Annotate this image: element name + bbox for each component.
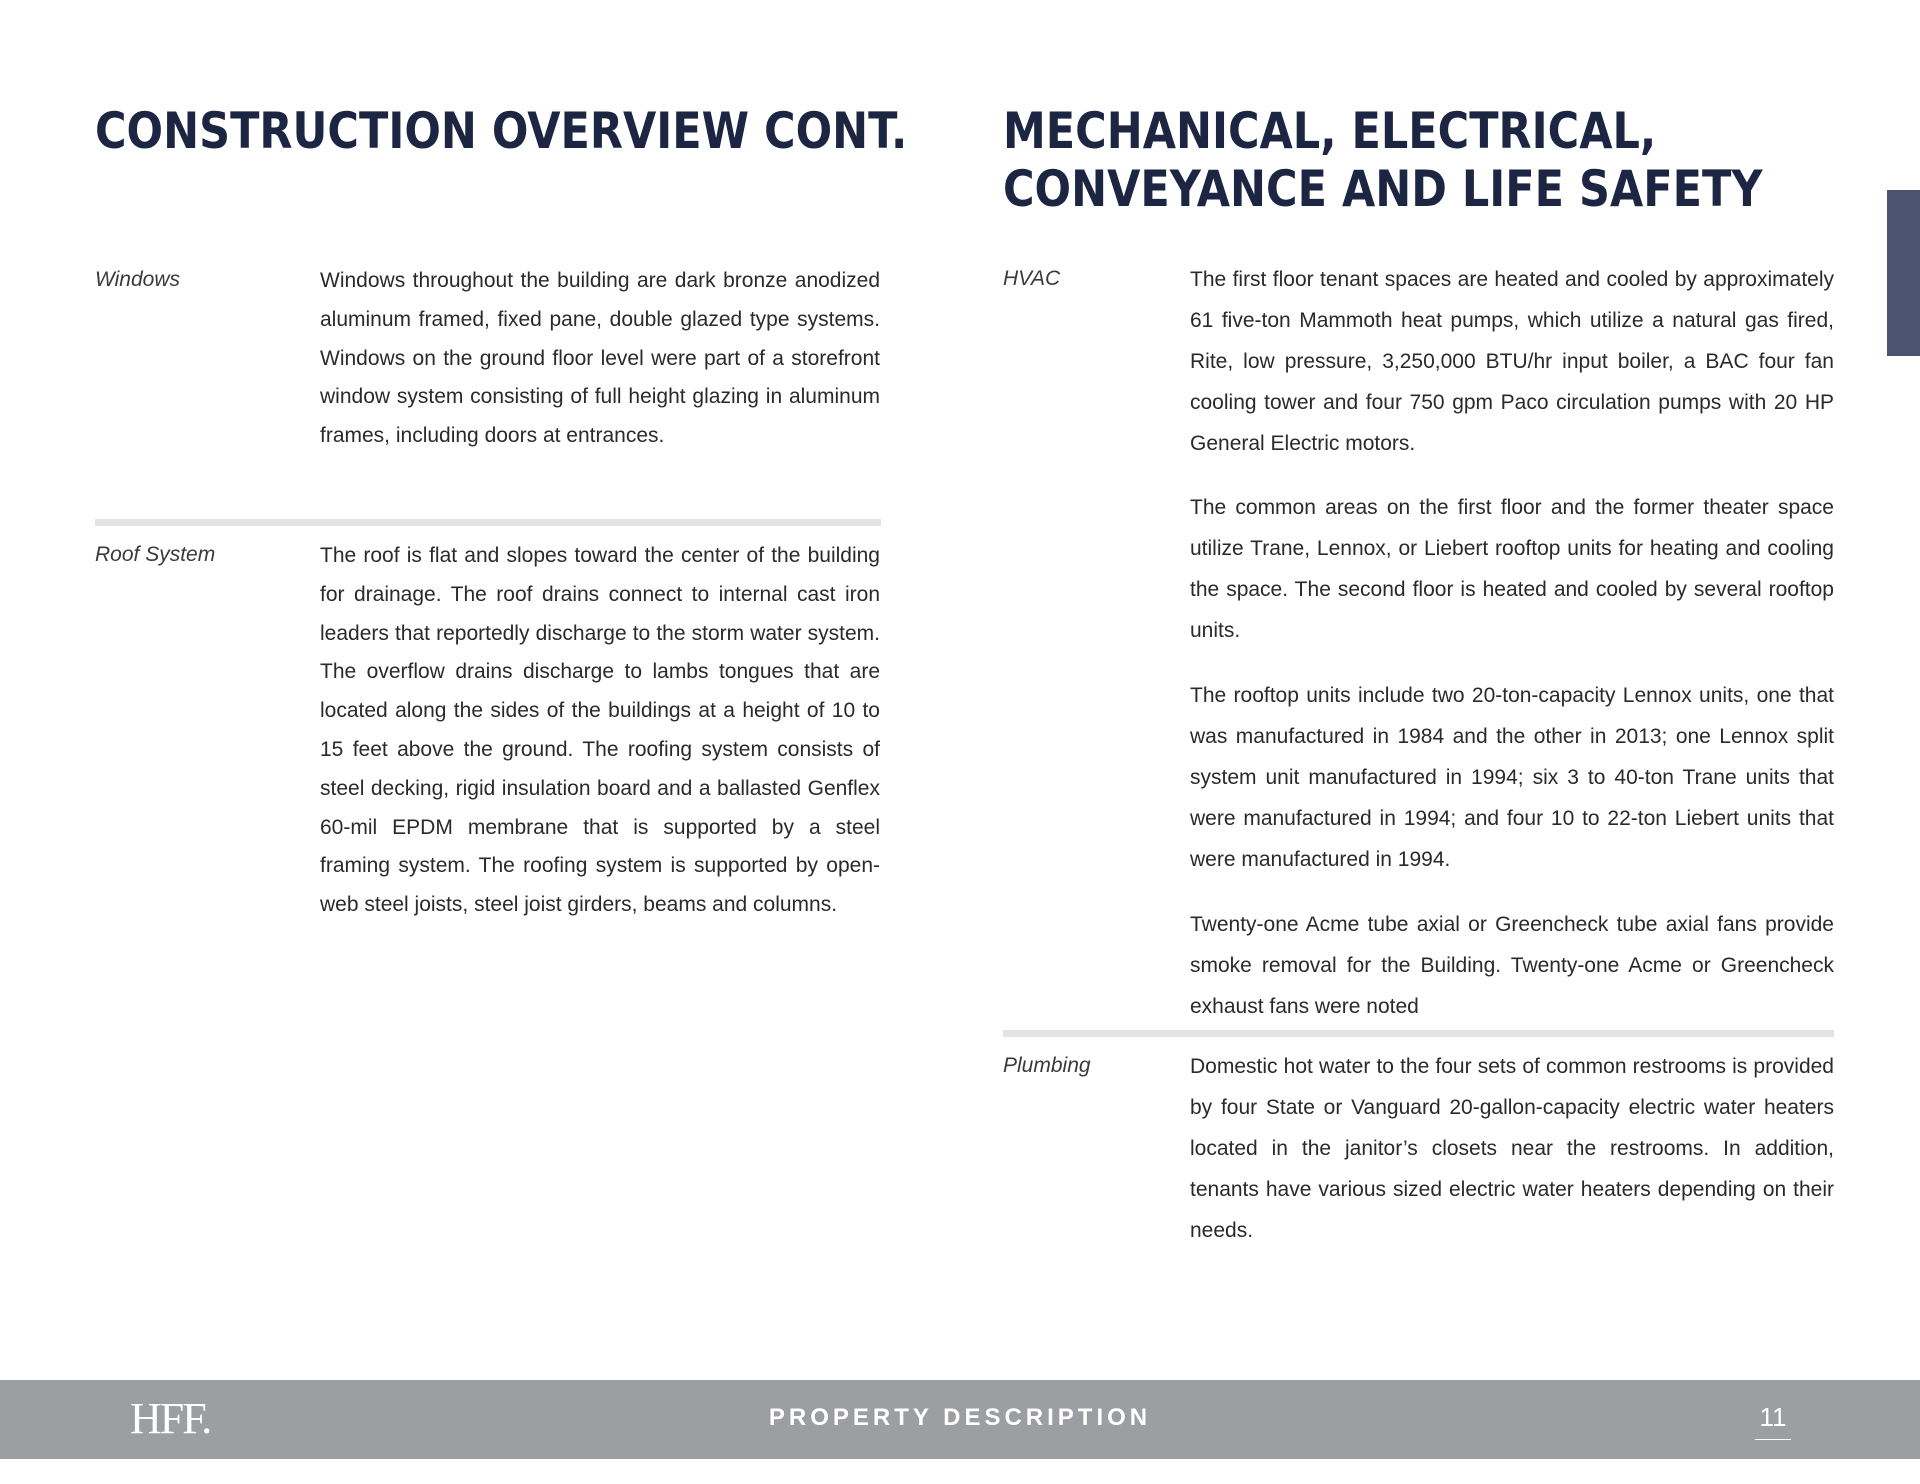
row-label-windows: Windows <box>95 268 181 291</box>
section-divider <box>1003 1030 1834 1037</box>
windows-description: Windows throughout the building are dark bronze anodized aluminum framed, fixed pane, double glazed type systems. Windows on the ground floor level were part of a storefront window system consisting of full height glazing in aluminum frames, including doors at entrances. <box>320 269 880 448</box>
row-label-roof-system: Roof System <box>95 543 216 566</box>
side-tab-marker <box>1887 190 1920 356</box>
page-title-mechanical: MECHANICAL, ELECTRICAL, CONVEYANCE AND LIFE SAFETY <box>1003 102 1763 218</box>
plumbing-paragraph: Domestic hot water to the four sets of common restrooms is provided by four State or Vanguard 20-gallon-capacity electric water heaters located in the janitor’s closets near the restrooms. In addition, tenants have various sized electric water heaters depending on their needs. <box>1190 1055 1834 1242</box>
section-divider <box>95 519 881 526</box>
footer-bar <box>0 1380 1920 1459</box>
page-title-construction: CONSTRUCTION OVERVIEW CONT. <box>95 102 908 160</box>
hvac-paragraph-1: The first floor tenant spaces are heated and cooled by approximately 61 five-ton Mammoth heat pumps, which utilize a natural gas fired, Rite, low pressure, 3,250,000 BTU/hr input boiler, a BAC four fan cooling tower and four 750 gpm Paco circulation pumps with 20 HP General Electric motors. <box>1190 268 1834 455</box>
hvac-paragraph-2: The common areas on the first floor and the former theater space utilize Trane, Lennox, or Liebert rooftop units for heating and cooling the space. The second floor is heated and cooled by several rooftop units. <box>1190 496 1834 642</box>
hvac-paragraph-3: The rooftop units include two 20-ton-capacity Lennox units, one that was manufactured in 1984 and the other in 2013; one Lennox split system unit manufactured in 1994; six 3 to 40-ton Trane units that were manufactured in 1994; and four 10 to 22-ton Liebert units that were manufactured in 1994. <box>1190 684 1834 871</box>
hff-logo: HFF. <box>130 1394 211 1443</box>
hvac-paragraph-4: Twenty-one Acme tube axial or Greencheck tube axial fans provide smoke removal for the Building. Twenty-one Acme or Greencheck exhaust fans were noted <box>1190 913 1834 1018</box>
page-number: 11 <box>1755 1402 1791 1440</box>
row-label-plumbing: Plumbing <box>1003 1054 1091 1077</box>
roof-system-description: The roof is flat and slopes toward the center of the building for drainage. The roof drains connect to internal cast iron leaders that reportedly discharge to the storm water system. The overflow drains discharge to lambs tongues that are located along the sides of the buildings at a height of 10 to 15 feet above the ground. The roofing system consists of steel decking, rigid insulation board and a ballasted Genflex 60-mil EPDM membrane that is supported by a steel framing system. The roofing system is supported by open-web steel joists, steel joist girders, beams and columns. <box>320 544 880 917</box>
footer-section-title: PROPERTY DESCRIPTION <box>768 1404 1152 1431</box>
row-label-hvac: HVAC <box>1003 267 1061 290</box>
